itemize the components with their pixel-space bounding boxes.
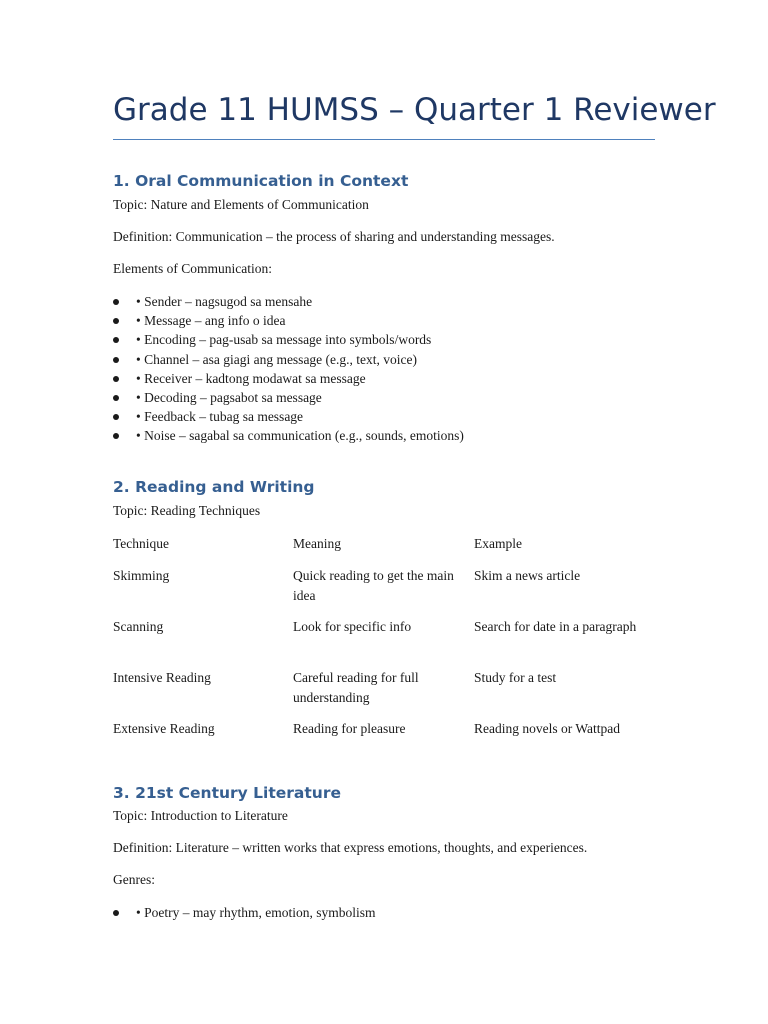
bullet-icon — [113, 395, 119, 401]
table-cell: Reading for pleasure — [293, 721, 406, 736]
table-cell: Careful reading for full understanding — [293, 670, 419, 705]
bullet-icon — [113, 910, 119, 916]
bullet-icon — [113, 337, 119, 343]
table-cell: Extensive Reading — [113, 721, 215, 736]
table-cell: Reading novels or Wattpad — [474, 721, 621, 736]
section3-genres-label: Genres: — [113, 872, 155, 887]
table-cell: Skim a news article — [474, 568, 581, 583]
table-cell: Study for a test — [474, 670, 557, 685]
section2-topic: Topic: Reading Techniques — [113, 503, 261, 518]
section1-topic: Topic: Nature and Elements of Communication — [113, 197, 369, 212]
section3-definition: Definition: Literature – written works that express emotions, thoughts, and experiences. — [113, 840, 588, 855]
bullet-icon — [113, 318, 119, 324]
table-cell: Look for specific info — [293, 619, 412, 634]
table-cell: Search for date in a paragraph — [474, 619, 637, 634]
section3-topic: Topic: Introduction to Literature — [113, 808, 288, 823]
table-header-cell: Technique — [113, 536, 170, 551]
section-heading-21st-century-literature: 3. 21st Century Literature — [113, 784, 341, 802]
table-cell: Skimming — [113, 568, 170, 583]
bullet-icon — [113, 376, 119, 382]
document-title: Grade 11 HUMSS – Quarter 1 Reviewer — [113, 92, 716, 128]
section1-definition: Definition: Communication – the process of sharing and understanding messages. — [113, 229, 555, 244]
table-cell: Scanning — [113, 619, 164, 634]
section-heading-reading-writing: 2. Reading and Writing — [113, 478, 315, 496]
table-header-cell: Meaning — [293, 536, 341, 551]
table-cell: Quick reading to get the main idea — [293, 568, 454, 603]
table-cell: Intensive Reading — [113, 670, 211, 685]
bullet-icon — [113, 414, 119, 420]
bullet-icon — [113, 299, 119, 305]
table-header-cell: Example — [474, 536, 522, 551]
bullet-icon — [113, 357, 119, 363]
section-heading-oral-communication: 1. Oral Communication in Context — [113, 172, 409, 190]
title-underline — [113, 139, 655, 140]
section1-elements-label: Elements of Communication: — [113, 261, 272, 276]
bullet-icon — [113, 433, 119, 439]
